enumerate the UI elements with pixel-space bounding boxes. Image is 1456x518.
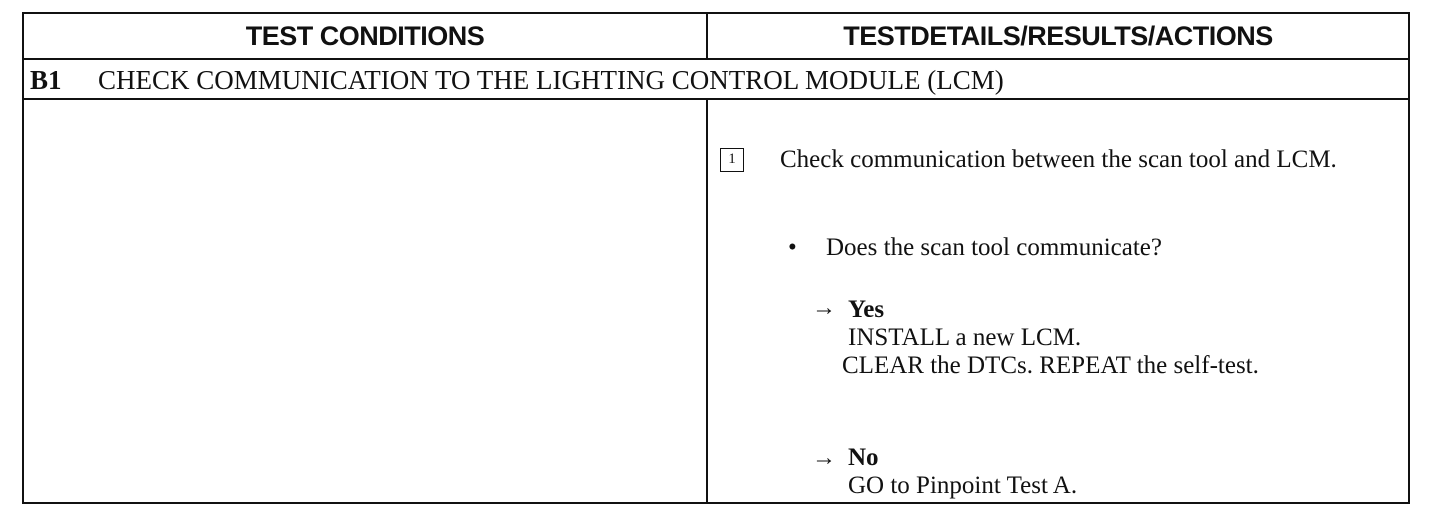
no-label: No bbox=[848, 444, 879, 471]
step-title: CHECK COMMUNICATION TO THE LIGHTING CONTROL MODULE (LCM) bbox=[98, 65, 1004, 95]
yes-label: Yes bbox=[848, 296, 885, 323]
pinpoint-test-table bbox=[22, 12, 1410, 504]
arrow-right-icon: → bbox=[812, 295, 836, 321]
bullet-icon: • bbox=[788, 234, 797, 261]
table-header-row bbox=[24, 14, 1408, 60]
yes-action-2: CLEAR the DTCs. REPEAT the self-test. bbox=[842, 352, 1259, 379]
yes-action-1: INSTALL a new LCM. bbox=[848, 324, 1082, 351]
question-text: Does the scan tool communicate? bbox=[826, 234, 1162, 261]
no-action-1: GO to Pinpoint Test A. bbox=[848, 472, 1078, 499]
step-title-row bbox=[24, 60, 1408, 100]
header-test-details: TESTDETAILS/RESULTS/ACTIONS bbox=[843, 20, 1273, 51]
step-id: B1 bbox=[30, 65, 62, 95]
test-details-cell bbox=[708, 100, 1408, 502]
header-test-conditions: TEST CONDITIONS bbox=[24, 14, 708, 58]
arrow-right-icon: → bbox=[812, 445, 836, 471]
test-conditions-cell bbox=[24, 100, 708, 502]
step-number-box: 1 bbox=[720, 148, 744, 172]
instruction-text: Check communication between the scan tool and LCM. bbox=[780, 146, 1337, 173]
